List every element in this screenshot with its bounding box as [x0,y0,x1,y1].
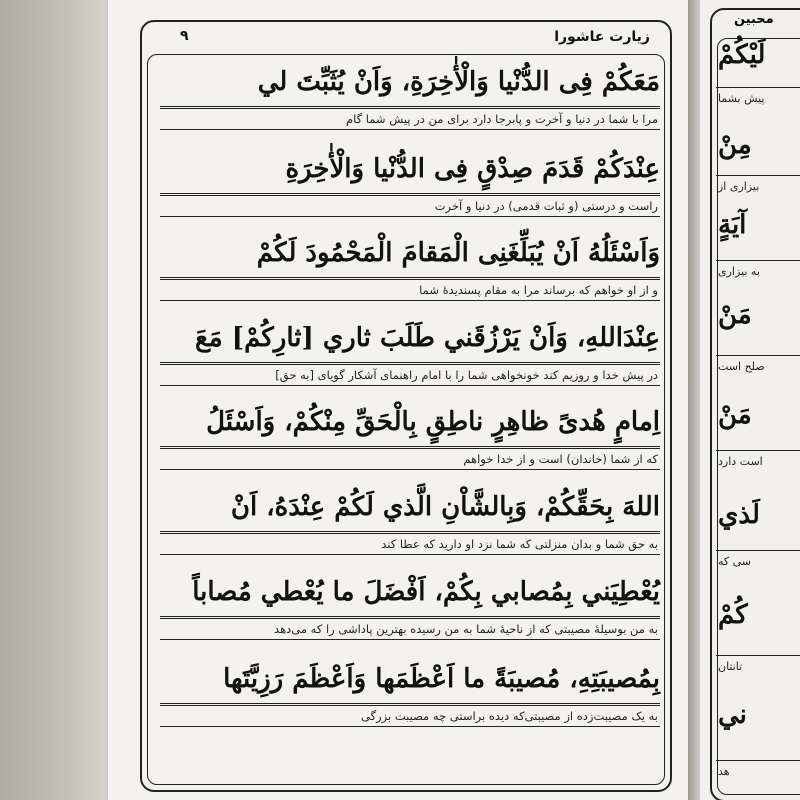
divider [160,106,660,107]
right-page-persian-fragment: پیش بشما [718,92,765,105]
divider [160,703,660,704]
divider [716,550,800,551]
right-page-persian-fragment: به بیزاری [718,265,760,278]
right-page-persian-fragment: هد [718,765,730,778]
arabic-verse: اِمامٍ هُدىً ظاهِرٍ ناطِقٍ بِالْحَقِّ مِنْكُمْ، وَاَسْئَلُ [206,407,660,437]
arabic-verse: بِمُصيبَتِهِ، مُصيبَةً ما اَعْظَمَها وَاَعْظَمَ رَزِيَّتَها [223,664,660,694]
right-page-arabic-fragment: لَيْكُمْ [718,40,766,70]
persian-translation: که از شما (خاندان) است و از خدا خواهم [463,452,658,466]
divider [160,193,660,194]
arabic-verse: عِنْدَكُمْ قَدَمَ صِدْقٍ فِى الدُّنْيا وَالْأٰخِرَةِ [285,154,660,184]
arabic-verse: عِنْدَاللهِ، وَاَنْ يَرْزُقَني طَلَبَ ثاري [ثارِكُمْ] مَعَ [194,323,660,353]
right-page-arabic-fragment: مَنْ [718,300,752,330]
persian-translation: به حق شما و بدان منزلتی که شما نزد او دارید که عطا کند [381,537,658,551]
page-number: ۹ [180,28,189,44]
right-page-arabic-fragment: مِنْ [718,130,752,160]
divider [160,300,660,301]
divider [160,277,660,278]
right-page-persian-fragment: تانتان [718,660,743,673]
divider [160,129,660,130]
left-page-edge [0,0,108,800]
right-page-title: محبين [734,12,774,27]
divider [716,655,800,656]
divider [716,355,800,356]
divider [160,469,660,470]
verse-block [160,568,660,641]
divider [716,760,800,761]
divider [160,616,660,617]
divider [160,554,660,555]
divider [160,362,660,363]
right-page-arabic-fragment: ني [718,700,747,730]
right-page-persian-fragment: بیزاری از [718,180,760,193]
verse-block [160,314,660,387]
page-title: زیارت عاشورا [554,29,650,45]
persian-translation: به یک مصیبت‌زده از مصیبتی‌که دیده براستی چه مصیبت بزرگی [361,709,658,723]
verse-block [160,58,660,131]
right-page-persian-fragment: سی که [718,555,752,568]
arabic-verse: مَعَكُمْ فِى الدُّنْيا وَالْأٰخِرَةِ، وَاَنْ يُثَبِّتَ لي [257,67,660,97]
arabic-verse: اللهَ بِحَقِّكُمْ، وَبِالشَّاْنِ الَّذي لَكُمْ عِنْدَهُ، اَنْ [230,492,660,522]
divider [160,385,660,386]
divider [716,260,800,261]
divider [160,639,660,640]
persian-translation: و از او خواهم که برساند مرا به مقام پسندیدهٔ شما [419,283,658,297]
verse-block [160,229,660,302]
persian-translation: مرا با شما در دنیا و آخرت و پابرجا دارد برای من در پیش شما گام [346,112,658,126]
right-page-arabic-fragment: مَنْ [718,400,752,430]
divider [716,175,800,176]
persian-translation: به من بوسیلهٔ مصیبتی که از ناحیهٔ شما به من رسیده بهترین پاداشی را که می‌دهد [274,622,658,636]
verse-block [160,145,660,218]
book-page [108,0,690,800]
persian-translation: راست و درستی (و ثبات قدمی) در دنیا و آخرت [434,199,658,213]
divider [160,531,660,532]
persian-translation: در پیش خدا و روزیم کند خونخواهی شما را با امام راهنمای آشکار گویای [به حق] [275,368,658,382]
right-page-arabic-fragment: كُمْ [718,600,748,630]
divider [716,87,800,88]
verse-block [160,483,660,556]
divider [160,726,660,727]
right-page-arabic-fragment: آيَةٍ [718,210,747,240]
divider [716,450,800,451]
divider [160,216,660,217]
arabic-verse: وَاَسْئَلُهُ اَنْ يُبَلِّغَنِى الْمَقامَ الْمَحْمُودَ لَكُمْ [256,238,660,268]
right-page-persian-fragment: صلح است [718,360,765,373]
right-page [700,0,800,800]
right-page-arabic-fragment: لَذي [718,500,760,530]
divider [160,446,660,447]
right-page-persian-fragment: است دارد [718,455,763,468]
arabic-verse: يُعْطِيَني بِمُصابي بِكُمْ، اَفْضَلَ ما يُعْطي مُصاباً [192,577,660,607]
verse-block [160,398,660,471]
verse-block [160,655,660,728]
